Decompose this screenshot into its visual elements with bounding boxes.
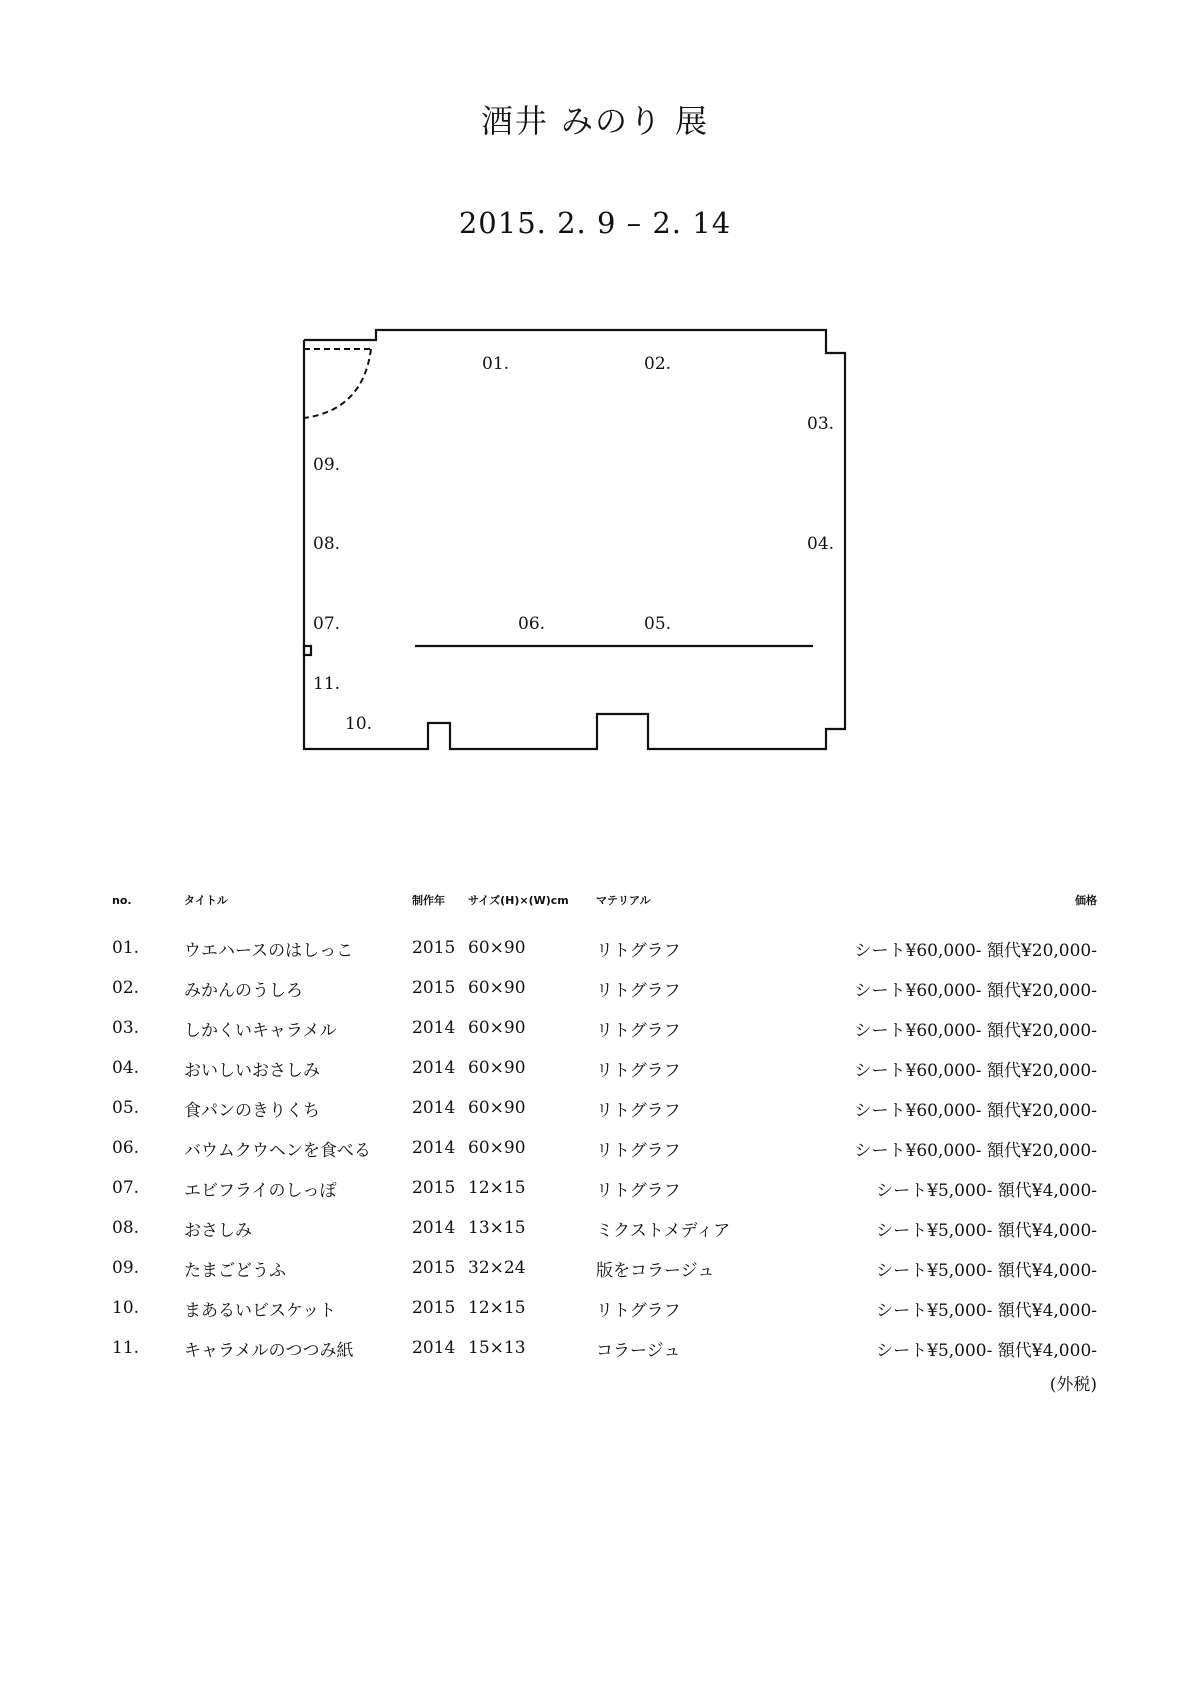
row-no: 08. bbox=[112, 1218, 140, 1238]
floor-plan-walls bbox=[304, 330, 845, 749]
row-year: 2014 bbox=[412, 1098, 456, 1118]
plan-label-06: 06. bbox=[518, 614, 546, 634]
row-material: 版をコラージュ bbox=[596, 1260, 715, 1281]
row-price: シート¥60,000- 額代¥20,000- bbox=[854, 1060, 1097, 1081]
plan-label-10: 10. bbox=[345, 714, 373, 734]
row-size: 60×90 bbox=[468, 1138, 526, 1158]
row-year: 2015 bbox=[412, 938, 456, 958]
row-price: シート¥60,000- 額代¥20,000- bbox=[854, 1140, 1097, 1161]
row-year: 2014 bbox=[412, 1018, 456, 1038]
row-material: リトグラフ bbox=[596, 1180, 681, 1201]
pillar bbox=[304, 646, 311, 655]
row-title: おいしいおさしみ bbox=[184, 1060, 320, 1081]
header-year: 制作年 bbox=[412, 894, 445, 907]
table-row bbox=[112, 1008, 1097, 1048]
header-title: タイトル bbox=[184, 894, 228, 907]
tax-note: (外税) bbox=[1049, 1375, 1097, 1395]
plan-label-05: 05. bbox=[644, 614, 672, 634]
row-price: シート¥60,000- 額代¥20,000- bbox=[854, 1020, 1097, 1041]
header-no: no. bbox=[112, 893, 132, 907]
plan-label-01: 01. bbox=[482, 354, 510, 374]
row-material: リトグラフ bbox=[596, 1060, 681, 1081]
plan-label-04: 04. bbox=[807, 534, 835, 554]
row-size: 32×24 bbox=[468, 1258, 526, 1278]
table-row bbox=[112, 968, 1097, 1008]
row-title: エビフライのしっぽ bbox=[184, 1180, 337, 1201]
row-no: 09. bbox=[112, 1258, 140, 1278]
row-size: 60×90 bbox=[468, 1058, 526, 1078]
header-price: 価格 bbox=[1075, 894, 1097, 907]
row-title: 食パンのきりくち bbox=[184, 1100, 320, 1121]
header-size: サイズ(H)×(W)cm bbox=[468, 894, 569, 907]
table-row bbox=[112, 1088, 1097, 1128]
exhibition-dates: 2015. 2. 9 – 2. 14 bbox=[458, 206, 732, 240]
row-no: 05. bbox=[112, 1098, 140, 1118]
plan-label-07: 07. bbox=[313, 614, 341, 634]
row-price: シート¥5,000- 額代¥4,000- bbox=[876, 1180, 1097, 1201]
row-title: ウエハースのはしっこ bbox=[184, 940, 354, 961]
table-row bbox=[112, 928, 1097, 968]
table-row bbox=[112, 1208, 1097, 1248]
row-material: ミクストメディア bbox=[596, 1220, 731, 1241]
row-title: おさしみ bbox=[184, 1220, 252, 1241]
works-table bbox=[112, 892, 1097, 1368]
row-year: 2015 bbox=[412, 1298, 456, 1318]
plan-labels bbox=[313, 354, 834, 734]
row-year: 2015 bbox=[412, 978, 456, 998]
row-material: リトグラフ bbox=[596, 1100, 681, 1121]
row-no: 01. bbox=[112, 938, 140, 958]
row-price: シート¥5,000- 額代¥4,000- bbox=[876, 1300, 1097, 1321]
row-no: 11. bbox=[112, 1338, 140, 1358]
row-size: 60×90 bbox=[468, 1018, 526, 1038]
row-material: リトグラフ bbox=[596, 1300, 681, 1321]
row-year: 2014 bbox=[412, 1058, 456, 1078]
row-year: 2014 bbox=[412, 1218, 456, 1238]
table-row bbox=[112, 1168, 1097, 1208]
floor-plan bbox=[0, 0, 1190, 780]
table-header-row bbox=[112, 892, 1097, 928]
plan-label-08: 08. bbox=[313, 534, 341, 554]
exhibition-title: 酒井 みのり 展 bbox=[480, 102, 710, 140]
row-material: リトグラフ bbox=[596, 1020, 681, 1041]
row-price: シート¥60,000- 額代¥20,000- bbox=[854, 1100, 1097, 1121]
row-title: バウムクウヘンを食べる bbox=[184, 1140, 371, 1161]
row-size: 12×15 bbox=[468, 1298, 526, 1318]
plan-label-09: 09. bbox=[313, 455, 341, 475]
header-material: マテリアル bbox=[596, 894, 651, 907]
row-year: 2015 bbox=[412, 1178, 456, 1198]
row-size: 12×15 bbox=[468, 1178, 526, 1198]
row-title: たまごどうふ bbox=[184, 1260, 286, 1281]
row-price: シート¥5,000- 額代¥4,000- bbox=[876, 1340, 1097, 1361]
row-material: コラージュ bbox=[596, 1340, 681, 1361]
row-no: 06. bbox=[112, 1138, 140, 1158]
row-no: 04. bbox=[112, 1058, 140, 1078]
table-row bbox=[112, 1248, 1097, 1288]
row-material: リトグラフ bbox=[596, 940, 681, 961]
plan-label-02: 02. bbox=[644, 354, 672, 374]
row-no: 03. bbox=[112, 1018, 140, 1038]
row-size: 60×90 bbox=[468, 1098, 526, 1118]
row-title: みかんのうしろ bbox=[184, 980, 303, 1001]
row-year: 2014 bbox=[412, 1338, 456, 1358]
table-row bbox=[112, 1328, 1097, 1368]
row-title: まあるいビスケット bbox=[184, 1300, 337, 1321]
plan-label-11: 11. bbox=[313, 674, 341, 694]
row-material: リトグラフ bbox=[596, 1140, 681, 1161]
row-price: シート¥5,000- 額代¥4,000- bbox=[876, 1220, 1097, 1241]
table-row bbox=[112, 1288, 1097, 1328]
row-no: 07. bbox=[112, 1178, 140, 1198]
row-size: 60×90 bbox=[468, 978, 526, 998]
row-year: 2014 bbox=[412, 1138, 456, 1158]
table-row bbox=[112, 1128, 1097, 1168]
row-title: キャラメルのつつみ紙 bbox=[184, 1340, 354, 1361]
row-title: しかくいキャラメル bbox=[184, 1020, 337, 1041]
row-no: 10. bbox=[112, 1298, 140, 1318]
door-swing bbox=[304, 349, 371, 418]
row-price: シート¥60,000- 額代¥20,000- bbox=[854, 940, 1097, 961]
table-row bbox=[112, 1048, 1097, 1088]
row-material: リトグラフ bbox=[596, 980, 681, 1001]
row-price: シート¥5,000- 額代¥4,000- bbox=[876, 1260, 1097, 1281]
row-year: 2015 bbox=[412, 1258, 456, 1278]
plan-label-03: 03. bbox=[807, 414, 835, 434]
row-no: 02. bbox=[112, 978, 140, 998]
row-size: 13×15 bbox=[468, 1218, 526, 1238]
row-price: シート¥60,000- 額代¥20,000- bbox=[854, 980, 1097, 1001]
row-size: 15×13 bbox=[468, 1338, 526, 1358]
row-size: 60×90 bbox=[468, 938, 526, 958]
